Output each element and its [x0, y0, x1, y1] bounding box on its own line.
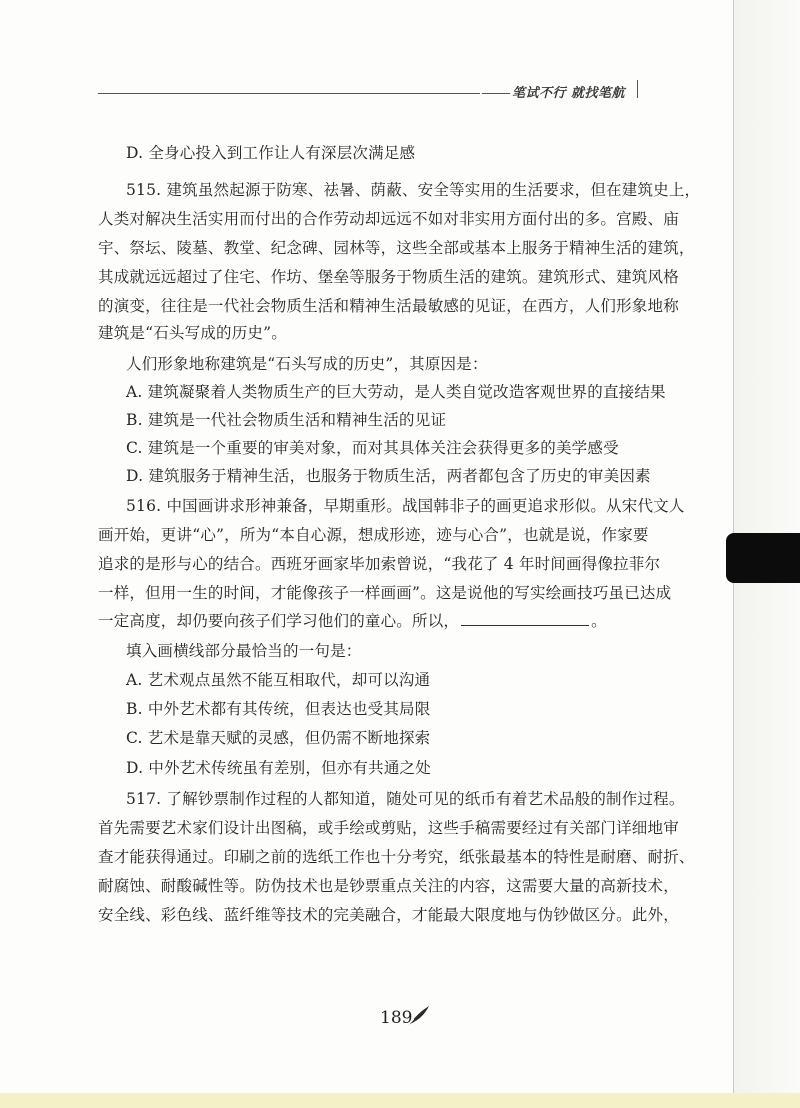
- q517-paragraph-line: 安全线、彩色线、蓝纤维等技术的完美融合，才能最大限度地与伪钞做区分。此外，: [98, 906, 679, 924]
- fill-in-blank: [461, 611, 589, 626]
- q516-option-b: B. 中外艺术都有其传统，但表达也受其局限: [126, 700, 431, 718]
- q516-end-punct: 。: [591, 612, 607, 630]
- q516-paragraph-line: 一样，但用一生的时间，才能像孩子一样画画”。这是说他的写实绘画技巧虽已达成: [98, 584, 672, 602]
- q515-paragraph-line: 宇、祭坛、陵墓、教堂、纪念碑、园林等，这些全部或基本上服务于精神生活的建筑，: [98, 239, 695, 257]
- page-number: 189: [380, 1008, 413, 1028]
- q515-option-a: A. 建筑凝聚着人类物质生产的巨大劳动，是人类自觉改造客观世界的直接结果: [126, 383, 666, 401]
- q515-paragraph-line: 的演变，往往是一代社会物质生活和精神生活最敏感的见证，在西方，人们形象地称: [98, 297, 679, 315]
- header-slogan: 笔试不行 就找笔航: [512, 86, 626, 101]
- q516-paragraph-line: 516. 中国画讲求形神兼备，早期重形。战国韩非子的画更追求形似。从宋代文人: [126, 497, 685, 515]
- q515-paragraph-line: 515. 建筑虽然起源于防寒、祛暑、荫蔽、安全等实用的生活要求，但在建筑史上，: [126, 181, 701, 199]
- q516-prompt: 填入画横线部分最恰当的一句是：: [126, 642, 362, 660]
- q515-paragraph-line: 其成就远远超过了住宅、作坊、堡垒等服务于物质生活的建筑。建筑形式、建筑风格: [98, 268, 679, 286]
- q516-option-c: C. 艺术是靠天赋的灵感，但仍需不断地探索: [126, 729, 431, 747]
- q515-paragraph-line: 人类对解决生活实用而付出的合作劳动却远远不如对非实用方面付出的多。宫殿、庙: [98, 210, 679, 228]
- q515-prompt: 人们形象地称建筑是“石头写成的历史”，其原因是：: [126, 355, 488, 373]
- option-d-q514: D. 全身心投入到工作让人有深层次满足感: [126, 144, 416, 162]
- header-dash: [482, 93, 510, 94]
- q516-paragraph-line: 画开始，更讲“心”，所为“本自心源，想成形迹，迹与心合”，也就是说，作家要: [98, 526, 649, 544]
- q515-option-b: B. 建筑是一代社会物质生活和精神生活的见证: [126, 411, 447, 429]
- q516-option-d: D. 中外艺术传统虽有差别，但亦有共通之处: [126, 759, 431, 777]
- q515-option-d: D. 建筑服务于精神生活，也服务于物质生活，两者都包含了历史的审美因素: [126, 467, 651, 485]
- q516-paragraph-line: 追求的是形与心的结合。西班牙画家毕加索曾说，“我花了 4 年时间画得像拉菲尔: [98, 555, 661, 573]
- q517-paragraph-line: 查才能获得通过。印刷之前的选纸工作也十分考究，纸张最基本的特性是耐磨、耐折、: [98, 848, 695, 866]
- q516-option-a: A. 艺术观点虽然不能互相取代，却可以沟通: [126, 671, 431, 689]
- header-bar: [637, 80, 638, 98]
- q515-paragraph-line: 建筑是“石头写成的历史”。: [98, 324, 287, 342]
- q516-paragraph-line-blank: [98, 611, 607, 631]
- q516-lead-text: 一定高度，却仍要向孩子们学习他们的童心。所以，: [98, 612, 460, 630]
- q517-paragraph-line: 耐腐蚀、耐酸碱性等。防伪技术也是钞票重点关注的内容，这需要大量的高新技术，: [98, 877, 679, 895]
- q517-paragraph-line: 首先需要艺术家们设计出图稿，或手绘或剪贴，这些手稿需要经过有关部门详细地审: [98, 819, 679, 837]
- header-rule: [98, 93, 480, 94]
- q517-paragraph-line: 517. 了解钞票制作过程的人都知道，随处可见的纸币有着艺术品般的制作过程。: [126, 790, 685, 808]
- page-bottom-strip: [0, 1093, 800, 1108]
- q515-option-c: C. 建筑是一个重要的审美对象，而对其具体关注会获得更多的美学感受: [126, 439, 619, 457]
- quill-pen-icon: [405, 1004, 431, 1028]
- thumb-index-tab: [726, 533, 800, 583]
